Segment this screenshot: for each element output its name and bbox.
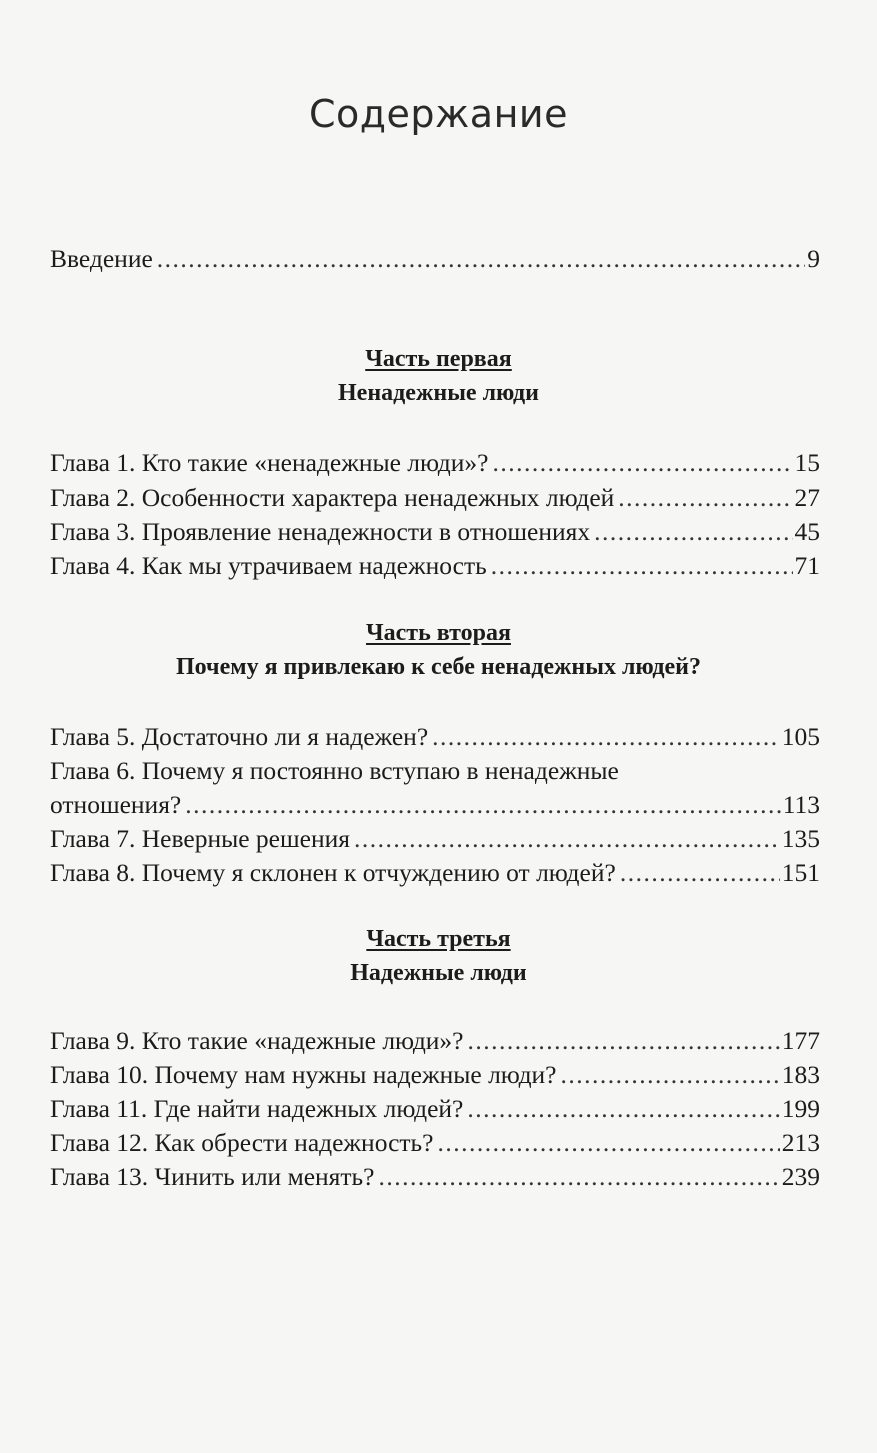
toc-entry-chapter-3[interactable] <box>50 517 820 551</box>
dot-leader <box>157 244 805 274</box>
toc-entry-chapter-4[interactable] <box>50 551 820 585</box>
toc-entry-page: 239 <box>781 1162 820 1191</box>
toc-entry-page: 27 <box>794 483 820 512</box>
toc-entry-label: Глава 5. Достаточно ли я надежен? <box>50 722 429 751</box>
toc-entry-label: Глава 9. Кто такие «надежные люди»? <box>50 1026 464 1055</box>
dot-leader <box>438 1128 780 1158</box>
part-subtitle: Почему я привлекаю к себе ненадежных людей? <box>175 654 702 680</box>
dot-leader <box>618 483 792 513</box>
toc-entry-chapter-1[interactable] <box>50 448 820 482</box>
toc-entry-chapter-7[interactable] <box>50 824 820 858</box>
toc-entry-page: 213 <box>781 1128 820 1157</box>
toc-entry-label: Глава 4. Как мы утрачиваем надежность <box>50 551 487 580</box>
toc-entry-label: Глава 13. Чинить или менять? <box>50 1162 375 1191</box>
toc-entry-page: 15 <box>794 448 820 477</box>
toc-entry-page: 183 <box>781 1060 820 1089</box>
toc-entry-label: Глава 8. Почему я склонен к отчуждению от людей? <box>50 858 616 887</box>
toc-entry-chapter-8[interactable] <box>50 858 820 892</box>
part-subtitle: Надежные люди <box>350 960 527 986</box>
part-heading: Часть вторая <box>366 620 511 646</box>
dot-leader <box>379 1162 780 1192</box>
toc-entry-label: Глава 10. Почему нам нужны надежные люди? <box>50 1060 557 1089</box>
toc-entry-page: 135 <box>781 824 820 853</box>
toc-entry-chapter-6-line-1[interactable]: Глава 6. Почему я постоянно вступаю в ненадежные <box>50 756 619 785</box>
part-heading: Часть первая <box>365 346 512 372</box>
toc-entry-page: 71 <box>794 551 820 580</box>
toc-entry-page: 105 <box>781 722 820 751</box>
toc-entry-page: 45 <box>794 517 820 546</box>
toc-entry-label: Глава 12. Как обрести надежность? <box>50 1128 434 1157</box>
page-title: Содержание <box>309 92 568 136</box>
dot-leader <box>594 517 792 547</box>
toc-entry-chapter-13[interactable] <box>50 1162 820 1196</box>
toc-entry-label: Глава 11. Где найти надежных людей? <box>50 1094 464 1123</box>
part-heading: Часть третья <box>366 926 511 952</box>
dot-leader <box>620 858 780 888</box>
toc-entry-label: отношения? <box>50 790 182 819</box>
toc-entry-chapter-11[interactable] <box>50 1094 820 1128</box>
toc-entry-label: Глава 2. Особенности характера ненадежных людей <box>50 483 615 512</box>
dot-leader <box>185 790 780 820</box>
toc-entry-page: 113 <box>782 790 820 819</box>
toc-entry-chapter-9[interactable] <box>50 1026 820 1060</box>
toc-entry-label: Глава 7. Неверные решения <box>50 824 350 853</box>
toc-entry-chapter-5[interactable] <box>50 722 820 756</box>
dot-leader <box>354 824 780 854</box>
toc-entry-page: 151 <box>781 858 820 887</box>
toc-entry-label: Глава 3. Проявление ненадежности в отношениях <box>50 517 591 546</box>
toc-entry-chapter-12[interactable] <box>50 1128 820 1162</box>
dot-leader <box>432 722 780 752</box>
toc-entry-page: 9 <box>807 244 820 273</box>
toc-entry-label: Глава 1. Кто такие «ненадежные люди»? <box>50 448 489 477</box>
toc-entry-intro[interactable] <box>50 244 820 278</box>
dot-leader <box>491 551 793 581</box>
dot-leader <box>492 448 792 478</box>
toc-entry-page: 199 <box>781 1094 820 1123</box>
toc-entry-page: 177 <box>781 1026 820 1055</box>
toc-entry-chapter-6[interactable] <box>50 790 820 824</box>
dot-leader <box>561 1060 780 1090</box>
toc-entry-chapter-2[interactable] <box>50 483 820 517</box>
toc-entry-label: Введение <box>50 244 153 273</box>
toc-entry-chapter-10[interactable] <box>50 1060 820 1094</box>
part-subtitle: Ненадежные люди <box>338 380 539 406</box>
dot-leader <box>468 1026 780 1056</box>
dot-leader <box>467 1094 779 1124</box>
